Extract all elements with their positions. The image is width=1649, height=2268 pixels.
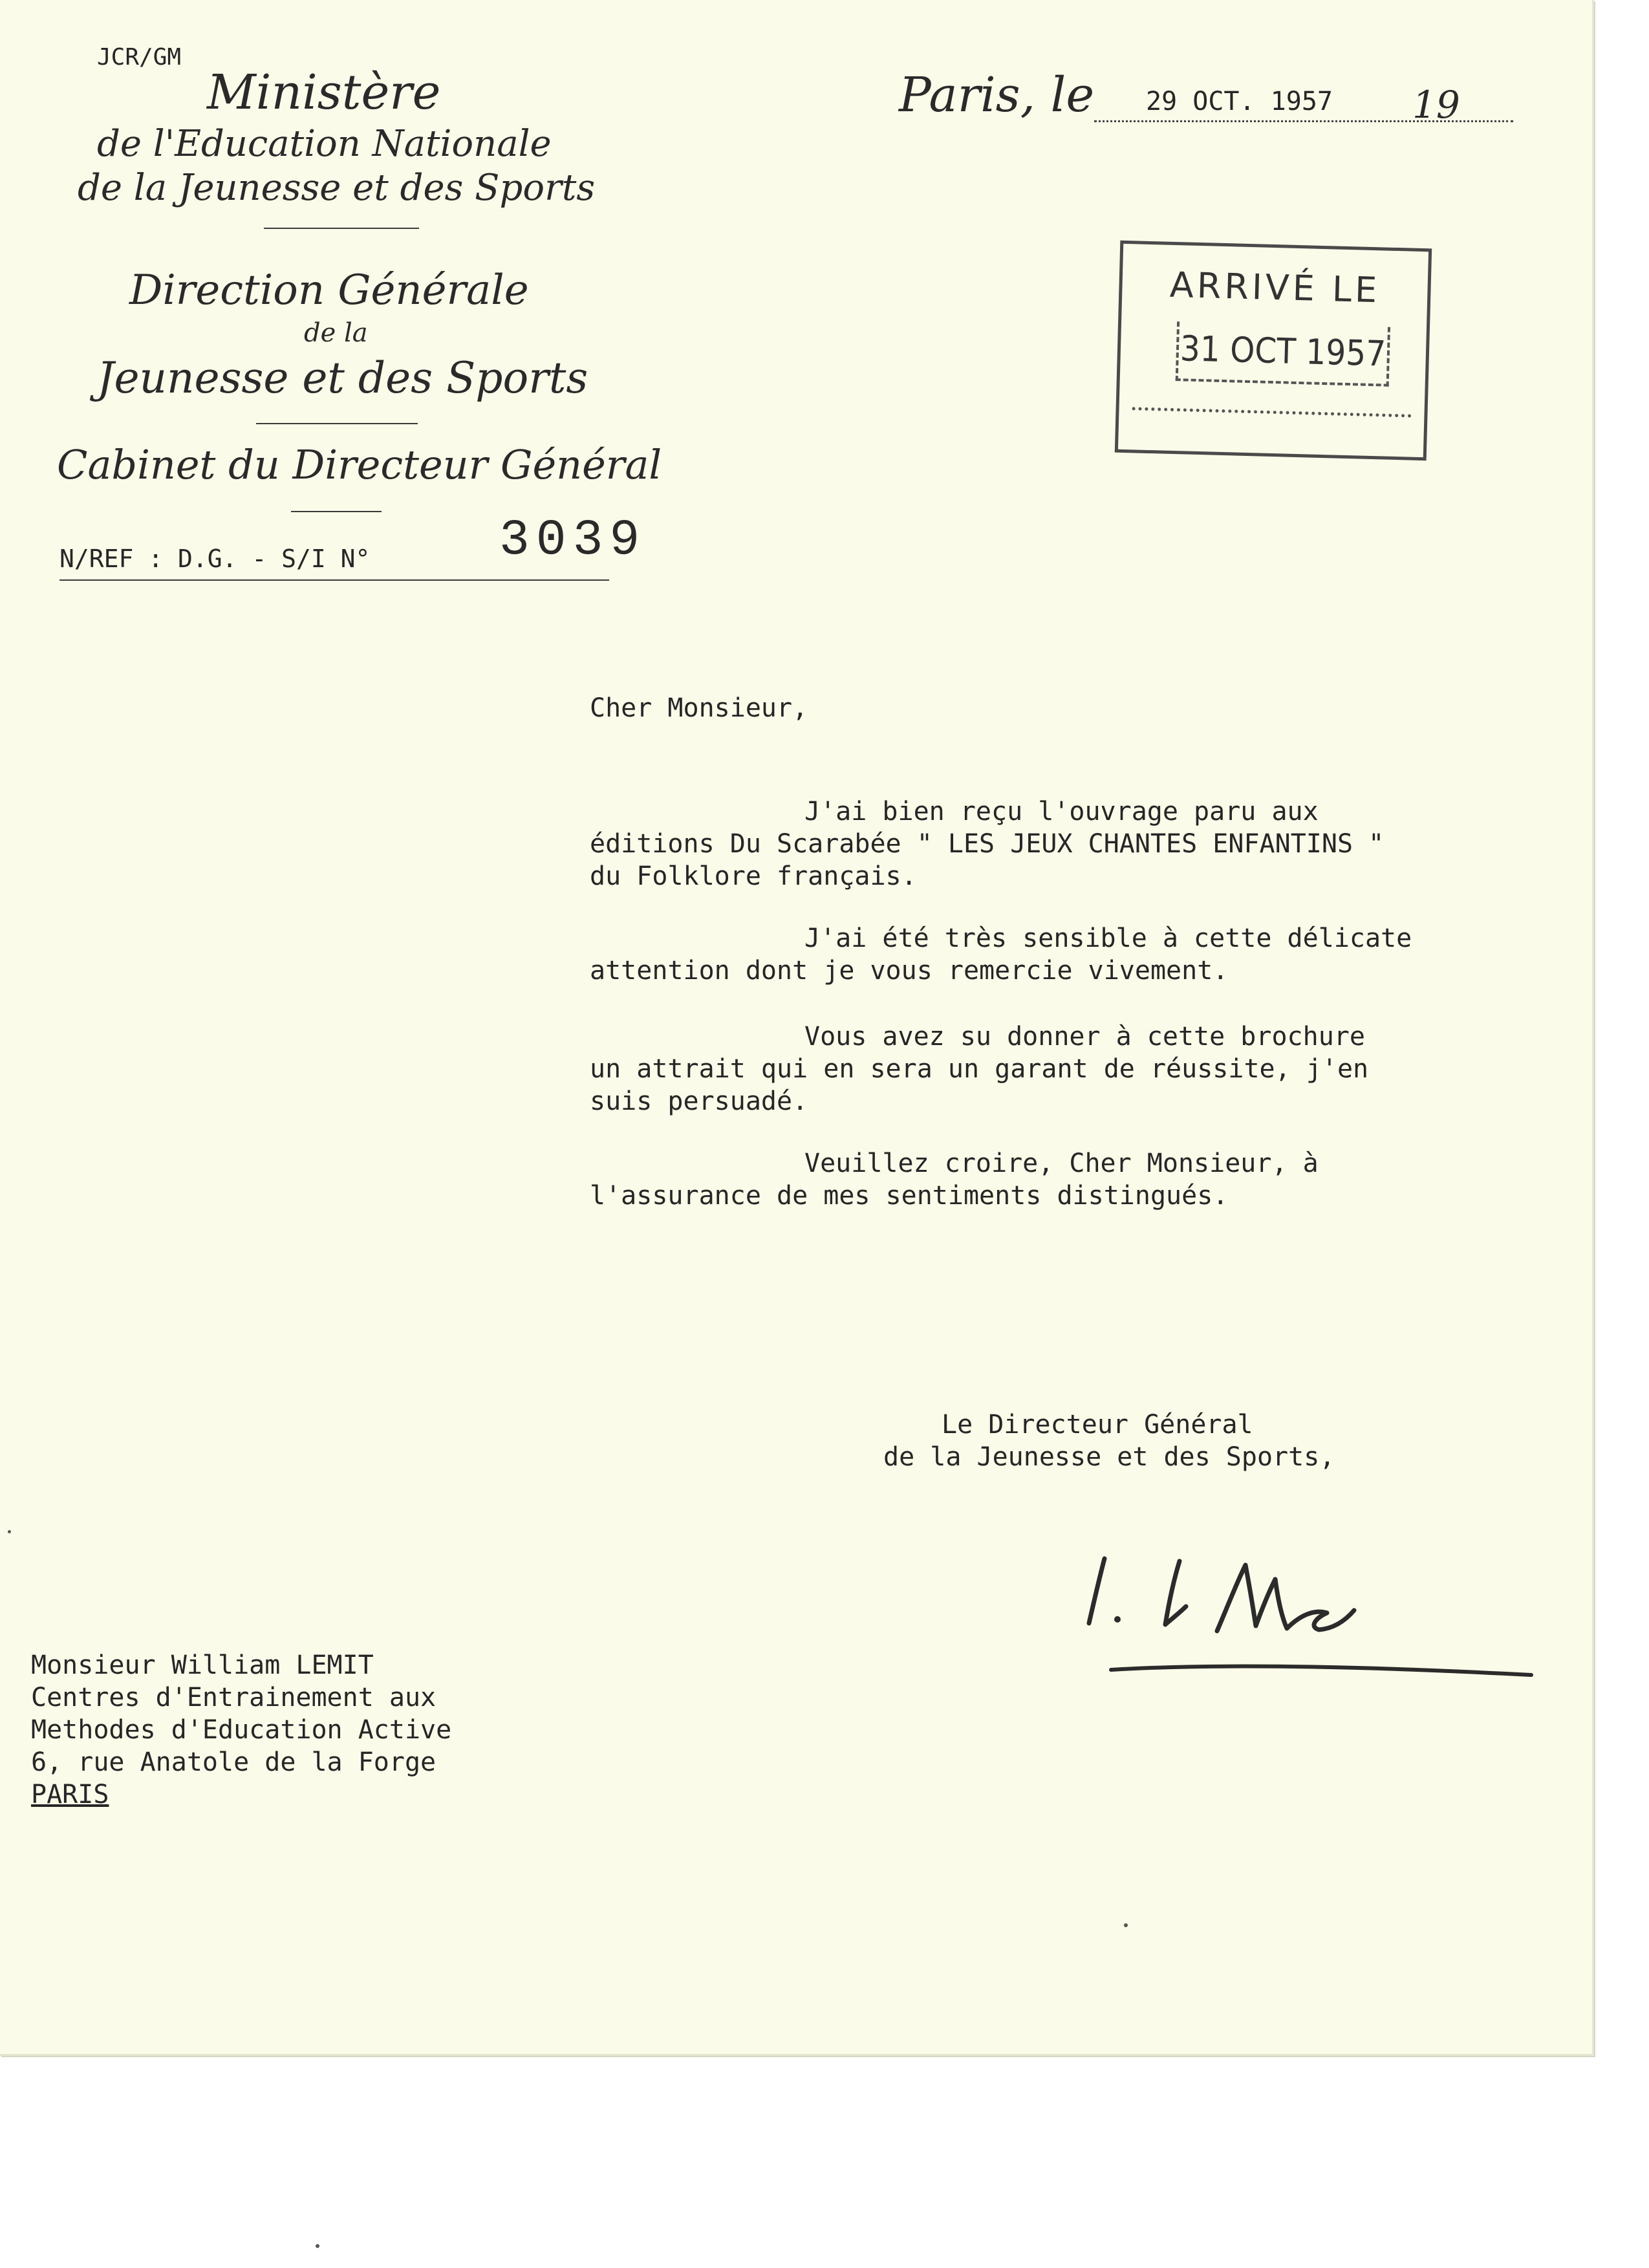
direction-youth: Jeunesse et des Sports [97,353,588,403]
ministry-subtitle-youth: de la Jeunesse et des Sports [78,167,596,209]
recipient-name: Monsieur William LEMIT [31,1650,374,1680]
dateline-date: 29 OCT. 1957 [1146,87,1333,116]
recipient-street: 6, rue Anatole de la Forge [31,1747,436,1777]
stamp-date: 31 OCT 1957 [1176,321,1390,387]
paper-speck [1124,1923,1128,1927]
paragraph-3-line-3: suis persuadé. [590,1086,808,1116]
letterhead-initials: JCR/GM [97,44,182,70]
scan-speck [316,2244,319,2248]
paragraph-2-line-2: attention dont je vous remercie vivement. [590,956,1229,986]
direction-title: Direction Générale [129,266,529,314]
closing-title-line-1: Le Directeur Général [942,1410,1253,1440]
reference-underline [59,579,609,581]
letterhead-divider [291,511,382,512]
ministry-title: Ministère [207,65,441,120]
dateline-year-prefix: 19 [1412,83,1460,127]
recipient-org-line-1: Centres d'Entrainement aux [31,1683,436,1712]
paragraph-3-line-1: Vous avez su donner à cette brochure [804,1022,1365,1052]
paper-speck [8,1530,11,1533]
reference-number: 3039 [499,512,647,569]
paragraph-1-line-3: du Folklore français. [590,861,917,891]
recipient-city: PARIS [31,1780,109,1809]
closing-title-line-2: de la Jeunesse et des Sports, [883,1442,1335,1472]
direction-de-la: de la [304,318,368,348]
letterhead-divider [256,423,418,424]
ministry-subtitle-education: de l'Education Nationale [97,123,552,165]
salutation: Cher Monsieur, [590,693,808,723]
letterhead-divider [264,228,419,229]
cabinet-title: Cabinet du Directeur Général [57,441,662,488]
paragraph-4-line-2: l'assurance de mes sentiments distingués. [590,1181,1229,1211]
paragraph-3-line-2: un attrait qui en sera un garant de réussite, j'en [590,1054,1369,1084]
arrival-stamp [1115,241,1432,461]
stamp-dotted-line [1132,407,1412,417]
handwritten-signature [1048,1539,1552,1701]
dateline-place: Paris, le [899,67,1095,123]
recipient-org-line-2: Methodes d'Education Active [31,1715,452,1745]
paragraph-1-line-1: J'ai bien reçu l'ouvrage paru aux [804,797,1319,826]
paragraph-1-line-2: éditions Du Scarabée " LES JEUX CHANTES ENFANTINS " [590,829,1385,859]
reference-label: N/REF : D.G. - S/I N° [59,545,371,573]
stamp-title: ARRIVÉ LE [1169,264,1381,311]
paragraph-4-line-1: Veuillez croire, Cher Monsieur, à [804,1149,1319,1178]
dateline-dotted-line [1094,120,1513,122]
paragraph-2-line-1: J'ai été très sensible à cette délicate [804,923,1412,953]
